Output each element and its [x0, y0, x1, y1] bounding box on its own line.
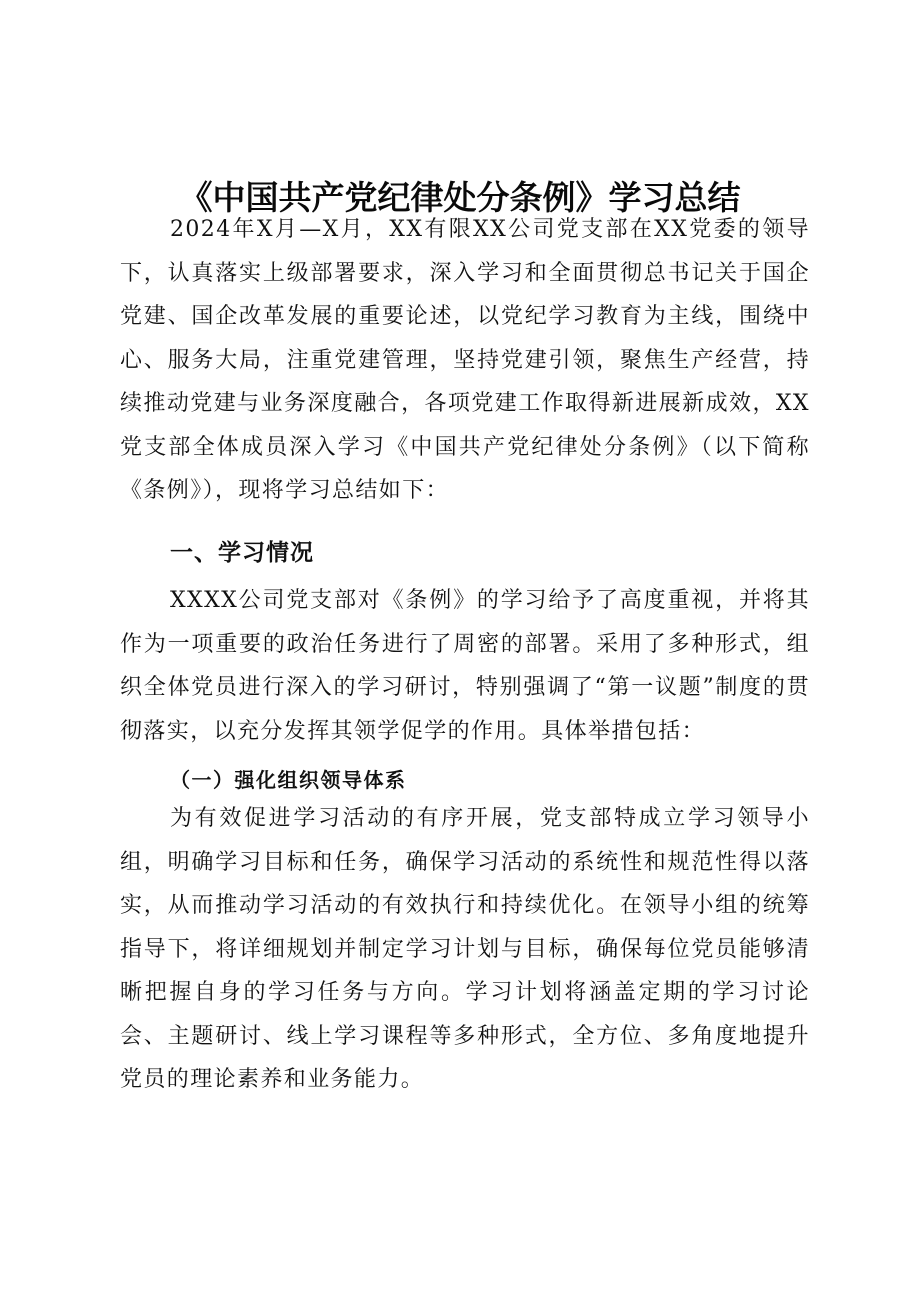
document-title: 《中国共产党纪律处分条例》学习总结	[179, 178, 741, 217]
intro-paragraph: 2024年X月—X月，XX有限XX公司党支部在XX党委的领导下，认真落实上级部署要求，深入学习和全面贯彻总书记关于国企党建、国企改革发展的重要论述，以党纪学习教育为主线，围绕中心、服务大局，注重党建管理，坚持党建引领，聚焦生产经营，持续推动党建与业务深度融合，各项党建工作取得新进展新成效，XX党支部全体成员深入学习《中国共产党纪律处分条例》（以下简称《条例》），现将学习总结如下：	[120, 217, 810, 503]
subsection-heading-organization-leadership: （一）强化组织领导体系	[170, 768, 407, 792]
section-paragraph-study-situation: XXXX公司党支部对《条例》的学习给予了高度重视，并将其作为一项重要的政治任务进行了周密的部署。采用了多种形式，组织全体党员进行深入的学习研讨，特别强调了“第一议题”制度的贯彻落实，以充分发挥其领学促学的作用。具体举措包括：	[120, 588, 810, 744]
subsection-paragraph-organization-leadership: 为有效促进学习活动的有序开展，党支部特成立学习领导小组，明确学习目标和任务，确保学习活动的系统性和规范性得以落实，从而推动学习活动的有效执行和持续优化。在领导小组的统筹指导下，将详细规划并制定学习计划与目标，确保每位党员能够清晰把握自身的学习任务与方向。学习计划将涵盖定期的学习讨论会、主题研讨、线上学习课程等多种形式，全方位、多角度地提升党员的理论素养和业务能力。	[120, 806, 810, 1092]
section-heading-study-situation: 一、学习情况	[170, 540, 314, 566]
